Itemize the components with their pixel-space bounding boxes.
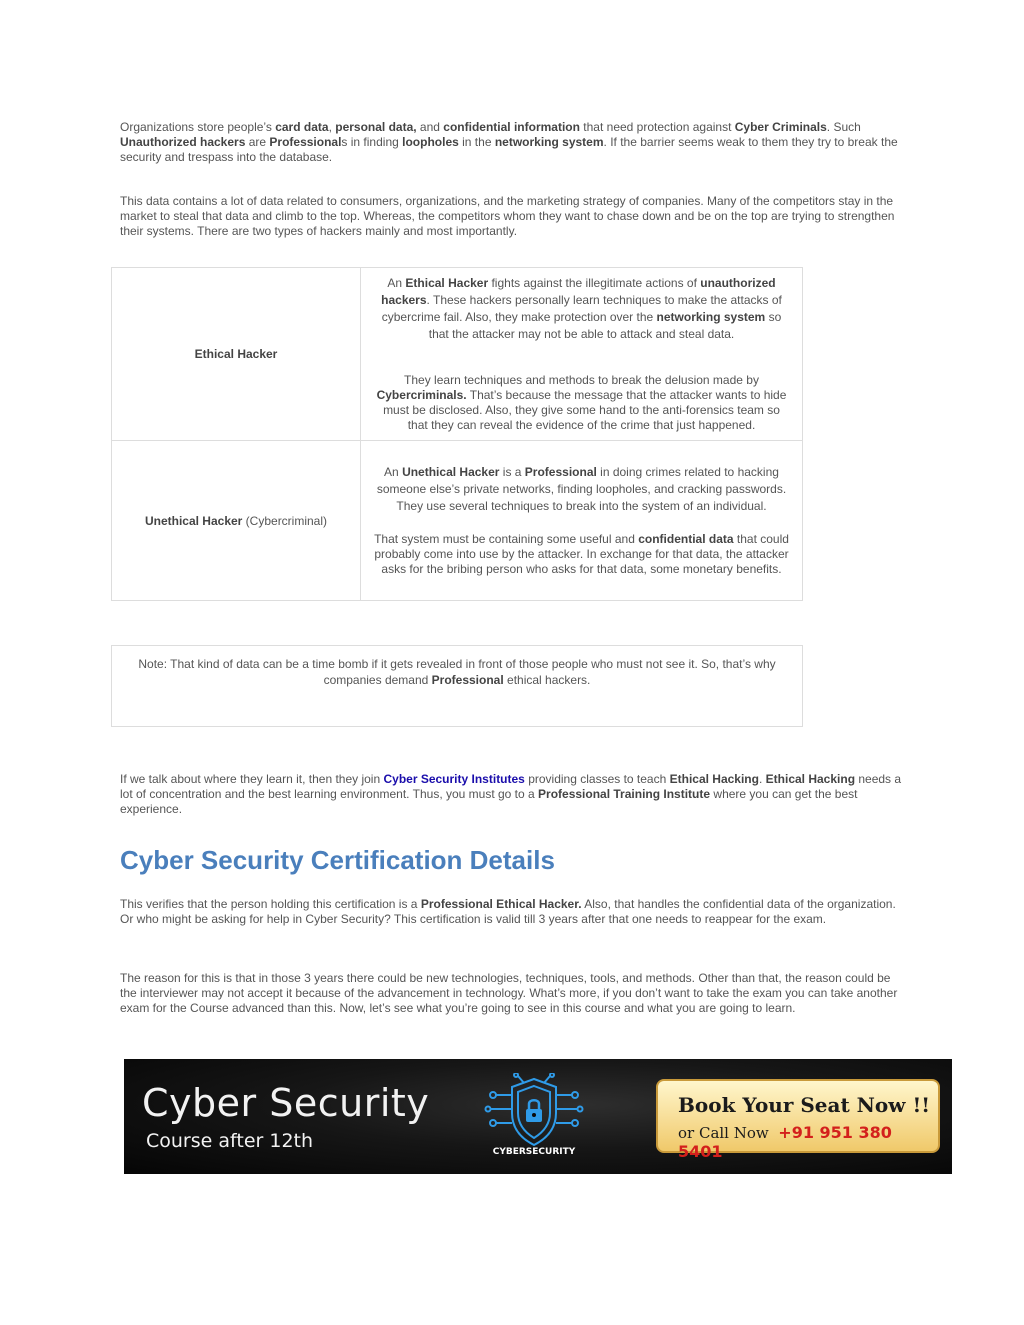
unethical-hacker-text-1: An Unethical Hacker is a Professional in doing crimes related to hacking someone else’s private networks, finding loopholes, and cracking passwords. They use several techniques to break into the system of an individual. [376, 465, 787, 513]
ethical-hacker-label: Ethical Hacker [112, 268, 361, 441]
table-row [112, 441, 803, 601]
phone-number[interactable]: +91 951 380 5401 [678, 1123, 892, 1161]
banner-title: Cyber Security [142, 1081, 430, 1125]
section-heading: Cyber Security Certification Details [120, 845, 555, 875]
unethical-hacker-label: Unethical Hacker (Cybercriminal) [112, 441, 361, 601]
course-banner[interactable] [124, 1059, 952, 1174]
hacker-types-table [111, 267, 803, 601]
ethical-hacker-text-2: They learn techniques and methods to break the delusion made by Cybercriminals. That’s because the message that the attacker wants to hide must be disclosed. Also, they give some hand to the anti-forensics team so that they can reveal the evidence of the crime that just happened. [376, 373, 787, 432]
note-box: Note: That kind of data can be a time bomb if it gets revealed in front of those people who must not see it. So, that’s why companies demand Professional ethical hackers. [111, 645, 803, 727]
data-paragraph: This data contains a lot of data related to consumers, organizations, and the marketing strategy of companies. Many of the competitors stay in the market to steal that data and climb to the top. Whereas, the competitors whom they want to chase down and be on the top are trying to strengthen their systems. There are two types of hackers mainly and most importantly. [120, 194, 895, 238]
book-seat-label: Book Your Seat Now !! [678, 1093, 931, 1117]
call-now-text: or Call Now +91 951 380 5401 [678, 1123, 892, 1161]
unethical-hacker-description [361, 441, 803, 601]
table-row [112, 268, 803, 441]
banner-subtitle: Course after 12th [146, 1130, 314, 1152]
institutes-paragraph: If we talk about where they learn it, then they join Cyber Security Institutes providing classes to teach Ethical Hacking. Ethical Hacking needs a lot of concentration and the best learning environment. Thus, you must go to a Professional Training Institute where you can get the best experience. [120, 772, 902, 816]
intro-paragraph: Organizations store people’s card data, personal data, and confidential information that need protection against Cyber Criminals. Such Unauthorized hackers are Professionals in finding loopholes in the networking system. If the barrier seems weak to them they try to break the security and trespass into the database. [120, 120, 898, 164]
certification-paragraph: This verifies that the person holding this certification is a Professional Ethical Hacker. Also, that handles the confidential data of the organization. Or who might be asking for help in Cyber Security? This certification is valid till 3 years after that one needs to reappear for the exam. [120, 897, 896, 926]
reason-paragraph: The reason for this is that in those 3 years there could be new technologies, techniques, tools, and methods. Other than that, the reason could be the interviewer may not accept it because of the advancement in technology. What’s more, if you don’t want to take the exam you can take another exam for the Course advanced than this. Now, let’s see what you’re going to see in this course and what you are going to learn. [120, 971, 898, 1015]
unethical-hacker-text-2: That system must be containing some useful and confidential data that could probably come into use by the attacker. In exchange for that data, the attacker asks for the bribing person who asks for that data, some monetary benefits. [374, 532, 789, 576]
book-seat-button[interactable] [656, 1079, 940, 1161]
ethical-hacker-description [361, 268, 803, 441]
cyber-security-institutes-link[interactable]: Cyber Security Institutes [383, 772, 525, 786]
banner-logo-label: CYBERSECURITY [492, 1147, 576, 1157]
ethical-hacker-text-1: An Ethical Hacker fights against the illegitimate actions of unauthorized hackers. These hackers personally learn techniques to make the attacks of cybercrime fail. Also, they make protection over the networking system so that the attacker may not be able to attack and steal data. [381, 276, 782, 341]
